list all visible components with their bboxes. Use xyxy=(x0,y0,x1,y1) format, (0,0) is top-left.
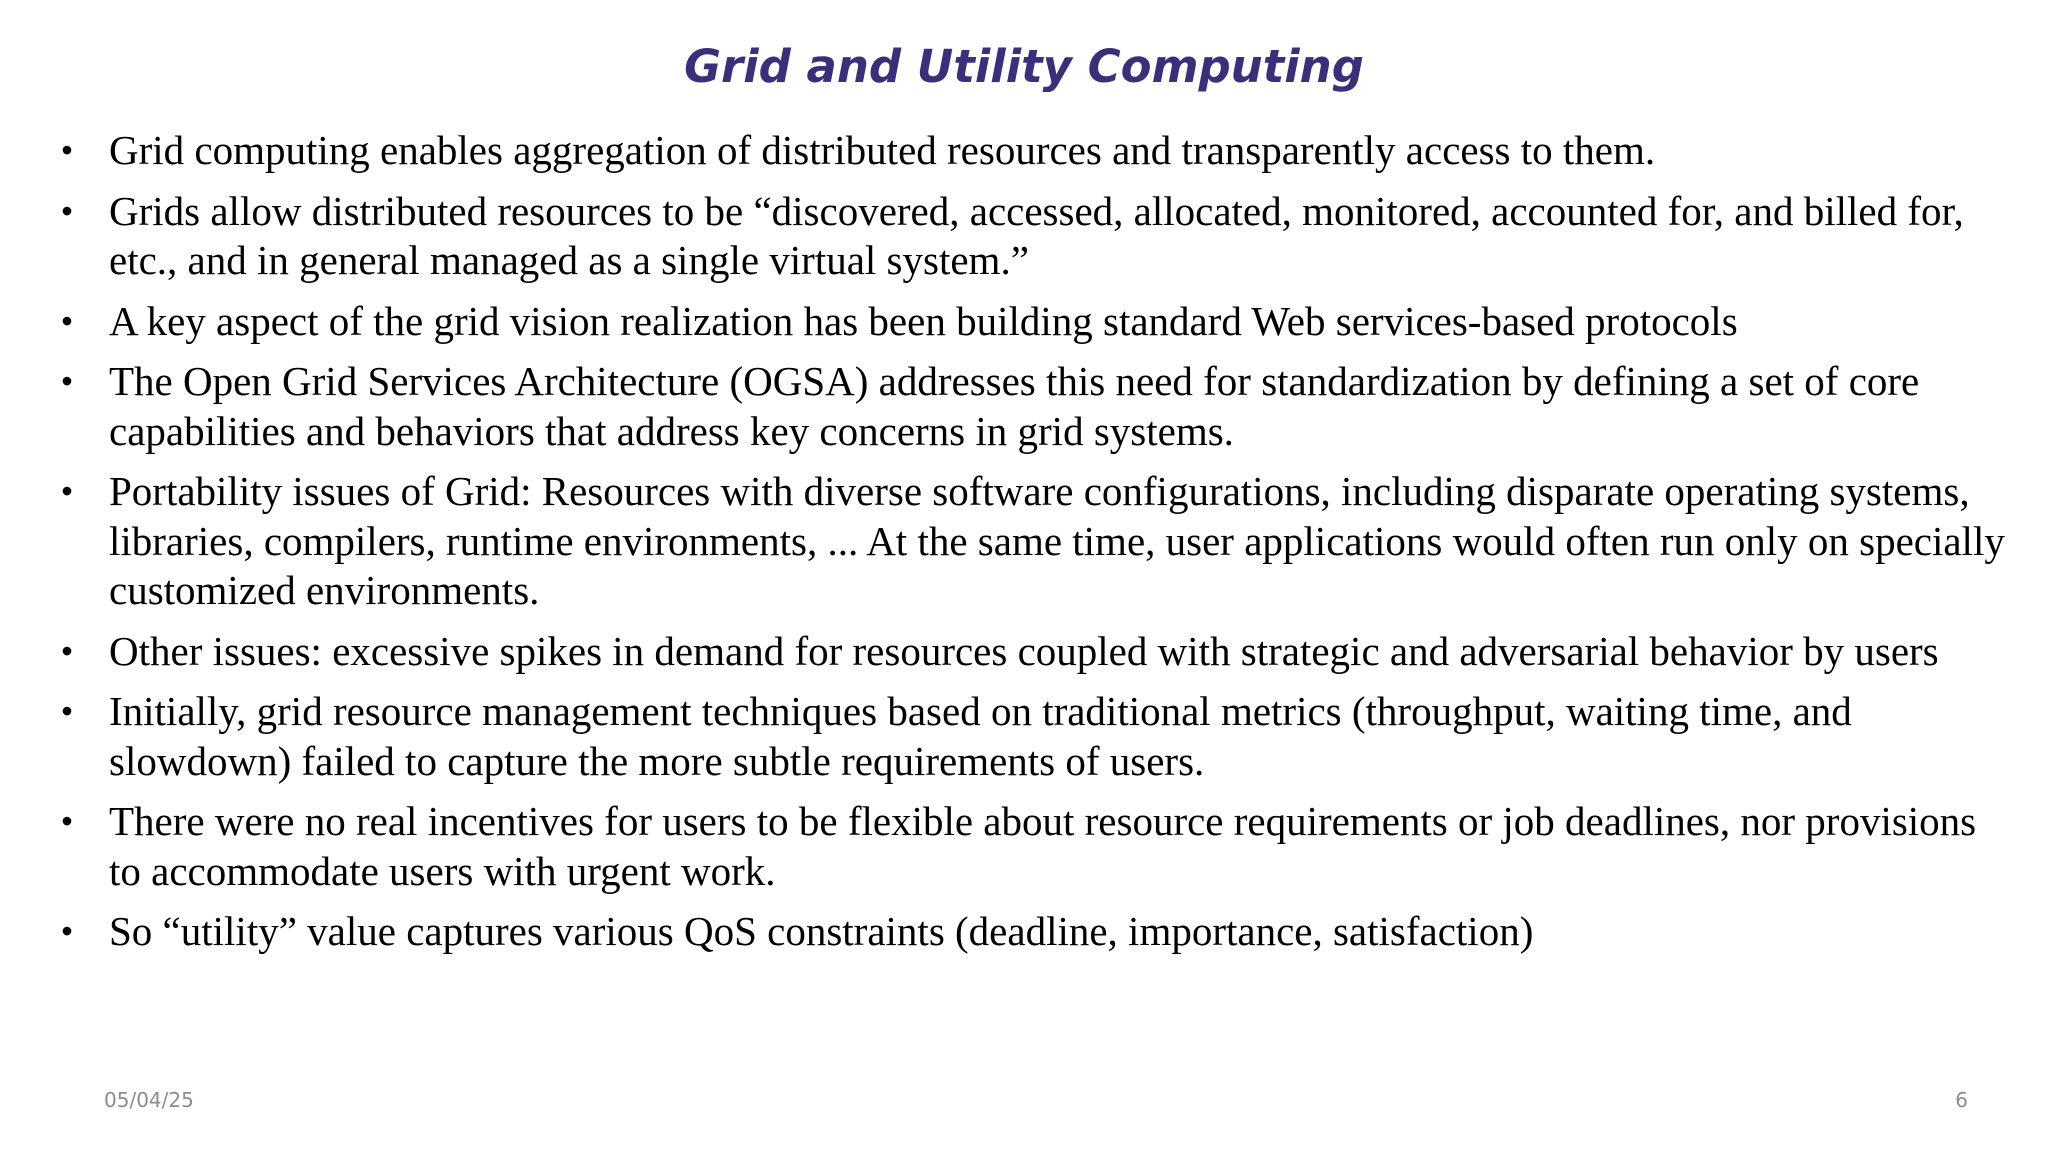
bullet-text: Grid computing enables aggregation of distributed resources and transparently access to them. xyxy=(109,127,1656,173)
slide-title: Grid and Utility Computing xyxy=(684,40,1364,93)
bullet-list xyxy=(56,126,2016,968)
bullet-text: The Open Grid Services Architecture (OGSA) addresses this need for standardization by defining a set of core capabilities and behaviors that address key concerns in grid systems. xyxy=(109,358,1920,454)
bullet-text: Other issues: excessive spikes in demand for resources coupled with strategic and adversarial behavior by users xyxy=(109,627,1939,674)
bullet-item xyxy=(56,687,2016,786)
bullet-text: A key aspect of the grid vision realization has been building standard Web services-based protocols xyxy=(109,297,1738,344)
bullet-item xyxy=(56,797,2016,896)
bullet-item xyxy=(56,907,2016,957)
bullet-text: There were no real incentives for users to be flexible about resource requirements or job deadlines, nor provisions to accommodate users with urgent work. xyxy=(109,798,1977,894)
bullet-icon: • xyxy=(61,363,73,399)
bullet-icon: • xyxy=(61,302,73,339)
footer-date: 05/04/25 xyxy=(104,1088,194,1112)
bullet-icon: • xyxy=(61,192,73,229)
bullet-text: Initially, grid resource management techniques based on traditional metrics (throughput, waiting time, and slowdown) failed to capture the more subtle requirements of users. xyxy=(109,688,1852,784)
bullet-icon: • xyxy=(61,803,73,839)
bullet-icon: • xyxy=(61,632,73,669)
bullet-item xyxy=(56,187,2016,286)
bullet-item xyxy=(56,126,2016,176)
bullet-icon: • xyxy=(61,132,73,168)
bullet-icon: • xyxy=(61,913,73,949)
bullet-icon: • xyxy=(61,693,73,729)
bullet-icon: • xyxy=(61,473,73,509)
bullet-item xyxy=(56,357,2016,456)
bullet-item xyxy=(56,627,2016,677)
bullet-text: So “utility” value captures various QoS constraints (deadline, importance, satisfaction) xyxy=(109,908,1534,954)
bullet-item xyxy=(56,467,2016,616)
page-number: 6 xyxy=(1955,1088,1968,1112)
bullet-text: Portability issues of Grid: Resources with diverse software configurations, including disparate operating systems, libraries, compilers, runtime environments, ... At the same time, user applications would often run only on specially customized environments. xyxy=(109,468,2005,613)
bullet-item xyxy=(56,297,2016,347)
bullet-text: Grids allow distributed resources to be “discovered, accessed, allocated, monitored, accounted for, and billed for, etc., and in general managed as a single virtual system.” xyxy=(109,187,1964,283)
